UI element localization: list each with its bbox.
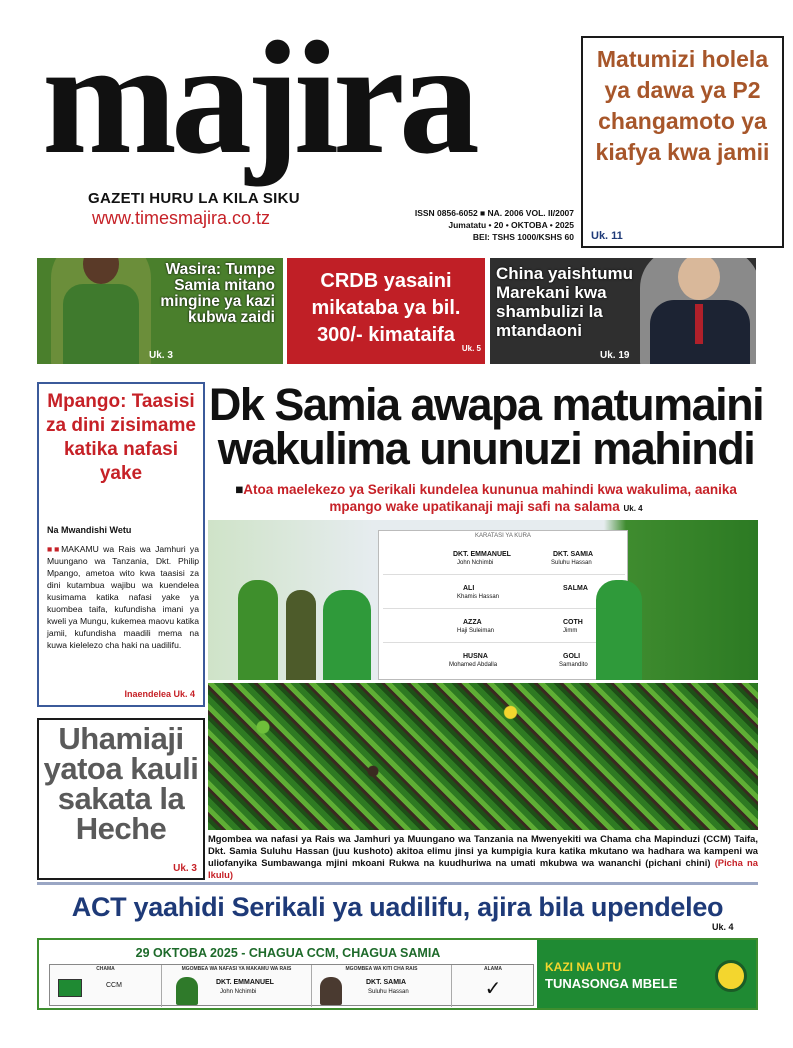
ballot-col-pres [312,965,452,1007]
ballot-col-header: MGOMBEA WA NAFASI YA MAKAMU WA RAIS [181,966,292,972]
teaser-china[interactable] [490,258,756,364]
ad-slogan-panel [537,940,758,1010]
ad-ballot [49,964,534,1006]
ballot-vp-sub: John Nchimbi [220,989,257,995]
board-candidate-sub: Khamis Hassan [457,594,500,600]
lead-photo-ballot-board [208,520,758,680]
ballot-pres-sub: Suluhu Hassan [368,989,409,995]
story-body [47,543,199,651]
issn-line: ISSN 0856-6052 ■ NA. 2006 VOL. II/2007 [414,208,574,218]
subhead-text: Atoa maelekezo ya Serikali kundelea kununua mahindi kwa wakulima, aanika mpango wake upatikanaji maji safi na salama [243,482,737,514]
xi-photo [640,258,756,364]
ballot-col-header: CHAMA [96,966,115,972]
act-page-ref: Uk. 4 [712,922,734,932]
board-candidate-sub: Jimm [563,628,578,634]
board-candidate-name: DKT. EMMANUEL [453,551,511,558]
teaser-page-ref: Uk. 11 [591,230,623,242]
board-row [383,613,625,643]
person-silhouette [286,590,316,680]
person-silhouette [323,590,371,680]
teaser-page-ref: Uk. 5 [461,344,481,353]
subhead-page-ref: Uk. 4 [623,504,643,513]
ballot-vp-name: DKT. EMMANUEL [216,979,274,986]
teaser-headline: Wasira: Tumpe Samia mitano mingine ya kazi kubwa zaidi [160,261,275,326]
board-candidate-sub: Suluhu Hassan [551,560,592,566]
teaser-crdb[interactable] [287,258,485,364]
ballot-col-mark [452,965,534,1007]
ballot-col-vp [162,965,312,1007]
teaser-page-ref: Uk. 3 [173,863,197,874]
ballot-board [378,530,628,680]
ad-title: 29 OKTOBA 2025 - CHAGUA CCM, CHAGUA SAMIA [135,946,441,960]
checkmark-icon: ✓ [484,978,502,1000]
masthead-website-link[interactable]: www.timesmajira.co.tz [92,208,271,228]
issue-info [414,207,574,243]
story-byline: Na Mwandishi Wetu [47,525,132,535]
board-candidate-sub: John Nchimbi [457,560,494,566]
issue-price: BEI: TSHS 1000/KSHS 60 [472,232,574,242]
subhead-marker: ■ [235,482,244,497]
story-body-text: MAKAMU wa Rais wa Jamhuri ya Muungano wa Tanzania, Dkt. Philip Mpango, ametoa wito kwa taasisi za dini kutambua wajibu wa kuendelea kusimama katika nafasi yake ya kuombea taifa, kufundisha imani ya kweli ya Mungu, kukemea maovu katika jamii, kufundisha maadili mema na kuwa kielelezo cha haki na uadilifu. [47,544,199,650]
ballot-col-header: MGOMBEA WA KITI CHA RAIS [345,966,418,972]
board-candidate-sub: Haji Suleiman [457,628,495,634]
masthead-tagline: GAZETI HURU LA KILA SIKU [88,190,300,207]
board-candidate-sub: Samandito [559,662,588,668]
lead-photo-caption [208,833,758,881]
ccm-emblem-icon [715,960,747,992]
ccm-flag-icon [58,979,82,997]
teaser-uhamiaji[interactable] [37,718,205,880]
teaser-headline: Uhamiaji yatoa kauli sakata la Heche [43,721,199,846]
board-candidate-name: GOLI [563,653,581,660]
teaser-page-ref: Uk. 3 [149,350,173,361]
wasira-photo [51,258,151,364]
teaser-headline: Matumizi holela ya dawa ya P2 changamoto ya kiafya kwa jamii [595,46,770,165]
board-candidate-name: AZZA [463,619,482,626]
story-headline: Mpango: Taasisi za dini zisimame katika nafasi yake [46,391,196,484]
issue-date: Jumatatu • 20 • OKTOBA • 2025 [448,220,574,230]
ballot-pres-name: DKT. SAMIA [366,979,407,986]
teaser-headline: CRDB yasaini mikataba ya bil. 300/- kimataifa [311,270,461,346]
teaser-wasira[interactable] [37,258,283,364]
ballot-party-name: CCM [106,982,122,989]
lead-photo-crowd [208,683,758,830]
teaser-page-ref: Uk. 19 [600,350,630,361]
board-heading: KARATASI YA KURA [475,533,531,539]
person-silhouette [238,580,278,680]
ballot-col-header: ALAMA [483,966,503,972]
avatar [176,977,198,1005]
ad-slogan-1: KAZI NA UTU [545,960,622,974]
teaser-headline: China yaishtumu Marekani kwa shambulizi la mtandaoni [496,264,633,340]
board-candidate-name: DKT. SAMIA [553,551,594,558]
board-row [383,647,625,677]
lead-subhead [208,481,764,517]
masthead-logo: majira [42,9,474,188]
person-silhouette [596,580,642,680]
board-candidate-name: COTH [563,619,583,626]
board-row [383,545,625,575]
avatar [320,977,342,1005]
board-row [383,579,625,609]
caption-text: Mgombea wa nafasi ya Rais wa Jamhuri ya Muungano wa Tanzania na Mwenyekiti wa Chama cha Mapinduzi (CCM) Taifa, Dkt. Samia Suluhu Hassan (juu kushoto) akitoa elimu jinsi ya kumpigia kura katika mkutano wa hadhara wa kampeni wa uliofanyika Sumbawanga mjini mkoani Rukwa na kuudhuriwa na umati mkubwa wa wananchi (pichani chini) [208,833,758,868]
continue-link[interactable]: Inaendelea Uk. 4 [124,689,195,699]
ballot-col-party [50,965,162,1007]
board-candidate-name: ALI [463,585,475,592]
story-mpango[interactable] [37,382,205,707]
teaser-box-p2[interactable] [581,36,784,248]
act-headline[interactable]: ACT yaahidi Serikali ya uadilifu, ajira bila upendeleo [71,892,724,922]
board-candidate-name: HUSNA [463,653,488,660]
board-candidate-sub: Mohamed Abdalla [449,662,498,668]
ccm-campaign-ad[interactable] [37,938,758,1010]
section-divider [37,882,758,885]
board-candidate-name: SALMA [563,585,588,592]
lead-headline[interactable]: Dk Samia awapa matumaini wakulima ununuzi mahindi [208,379,764,474]
ad-slogan-2: TUNASONGA MBELE [545,976,678,991]
story-marker: ■■ [47,544,62,554]
photo-credit: (Picha na Ikulu) [208,857,758,880]
